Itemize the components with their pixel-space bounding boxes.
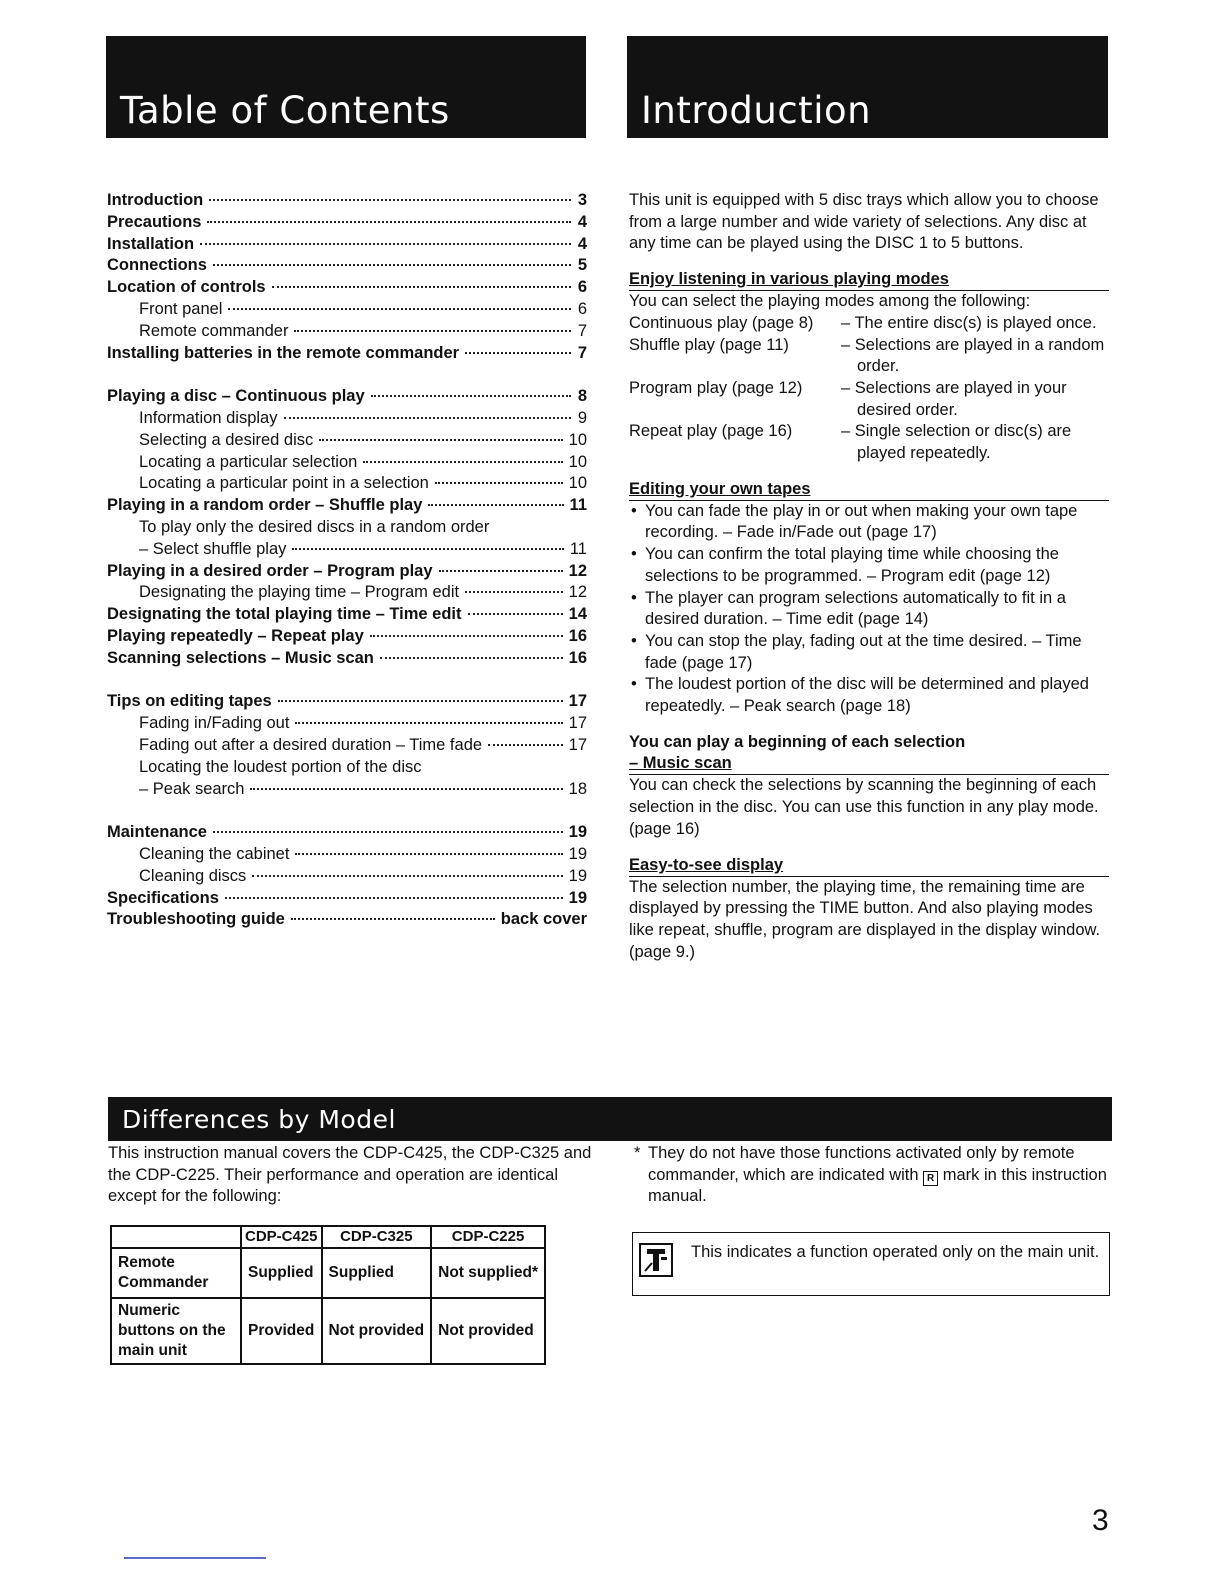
toc-entry-label: Playing a disc – Continuous play xyxy=(107,387,365,406)
toc-leader-dots xyxy=(380,657,563,659)
toc-leader-dots xyxy=(488,744,563,746)
toc-entry-page: 10 xyxy=(568,452,587,471)
toc-entry xyxy=(107,604,587,626)
toc-entry-label: Remote commander xyxy=(139,321,289,340)
toc-entry-label: Specifications xyxy=(107,888,219,907)
scan-text: You can check the selections by scanning the beginning of each selection in the disc. You can use this function in any play mode. (page 16) xyxy=(629,776,1099,838)
list-item: • The loudest portion of the disc will be determined and played repeatedly. – Peak search (page 18) xyxy=(629,674,1109,717)
toc-entry-page: 19 xyxy=(568,866,587,885)
toc-entry-label: Precautions xyxy=(107,212,202,231)
mode-description: – The entire disc(s) is played once. xyxy=(841,313,1097,332)
scan-heading-line2: – Music scan xyxy=(629,753,1109,775)
toc-leader-dots xyxy=(363,461,562,463)
toc-entry-page: 12 xyxy=(568,583,587,602)
toc-leader-dots xyxy=(291,918,495,920)
toc-spacer xyxy=(107,670,587,692)
list-item: • The player can program selections automatically to fit in a desired duration. – Time edit (page 14) xyxy=(629,588,1109,631)
table-of-contents xyxy=(107,190,587,931)
toc-entry-label: Cleaning the cabinet xyxy=(139,844,290,863)
toc-leader-dots xyxy=(292,548,563,550)
toc-entry-page: 6 xyxy=(577,299,587,318)
table-header-cell: CDP-C225 xyxy=(431,1226,545,1248)
toc-entry-page: 16 xyxy=(568,626,587,645)
mode-description: – Selections are played in a random order. xyxy=(841,335,1105,376)
toc-leader-dots xyxy=(465,591,563,593)
toc-entry xyxy=(107,343,587,365)
display-section xyxy=(629,855,1109,964)
editing-heading: Editing your own tapes xyxy=(629,479,1109,501)
remote-footnote xyxy=(632,1143,1112,1208)
toc-entry xyxy=(107,539,587,561)
introduction-section xyxy=(629,190,1109,963)
enjoy-lead: You can select the playing modes among the following: xyxy=(629,292,1031,311)
toc-leader-dots xyxy=(295,853,562,855)
toc-entry-label: Fading out after a desired duration – Time fade xyxy=(139,735,483,754)
toc-entry-label: Scanning selections – Music scan xyxy=(107,648,374,667)
toc-entry xyxy=(107,561,587,583)
differences-title: Differences by Model xyxy=(122,1105,396,1134)
toc-entry xyxy=(107,517,587,539)
toc-leader-dots xyxy=(295,722,562,724)
toc-entry-page: 4 xyxy=(577,212,587,231)
toc-entry xyxy=(107,212,587,234)
toc-entry-page: 17 xyxy=(568,692,587,711)
toc-entry-label: Connections xyxy=(107,256,207,275)
toc-entry xyxy=(107,321,587,343)
toc-leader-dots xyxy=(284,417,572,419)
differences-lead: This instruction manual covers the CDP-C425, the CDP-C325 and the CDP-C225. Their performance and operation are identical except for the following: xyxy=(108,1144,592,1206)
toc-entry xyxy=(107,452,587,474)
toc-entry-label: Location of controls xyxy=(107,278,266,297)
mode-name: Continuous play (page 8) xyxy=(629,313,814,332)
mode-name: Repeat play (page 16) xyxy=(629,422,793,441)
toc-leader-dots xyxy=(228,308,571,310)
toc-entry-page: 19 xyxy=(568,888,587,907)
toc-entry-page: 18 xyxy=(568,779,587,798)
toc-entry-page: 6 xyxy=(577,278,587,297)
toc-entry-page: 19 xyxy=(568,823,587,842)
toc-leader-dots xyxy=(439,570,563,572)
table-header-row xyxy=(111,1226,545,1248)
toc-entry-label: To play only the desired discs in a random order xyxy=(139,517,490,536)
toc-entry xyxy=(107,779,587,801)
toc-entry-page: 11 xyxy=(569,496,587,515)
toc-entry-label: Installation xyxy=(107,234,195,253)
toc-entry-label: Tips on editing tapes xyxy=(107,692,272,711)
table-header-cell xyxy=(111,1226,241,1248)
main-unit-note-box xyxy=(632,1232,1110,1296)
toc-entry-label: Troubleshooting guide xyxy=(107,910,285,929)
toc-leader-dots xyxy=(252,875,562,877)
toc-entry-label: Introduction xyxy=(107,191,204,209)
toc-entry xyxy=(107,735,587,757)
toc-entry-label: Cleaning discs xyxy=(139,866,247,885)
toc-entry-label: – Peak search xyxy=(139,779,245,798)
toc-leader-dots xyxy=(435,482,563,484)
toc-leader-dots xyxy=(213,831,563,833)
list-item: • You can confirm the total playing time while choosing the selections to be programmed. – Program edit (page 12) xyxy=(629,544,1109,587)
toc-leader-dots xyxy=(278,700,563,702)
enjoy-heading: Enjoy listening in various playing modes xyxy=(629,269,1109,291)
list-item: • You can fade the play in or out when making your own tape recording. – Fade in/Fade out (page 17) xyxy=(629,501,1109,544)
remote-mark-icon: R xyxy=(923,1171,938,1186)
footnote-text-b: mark in this instruction manual. xyxy=(648,1165,1107,1206)
toc-entry-label: Designating the playing time – Program edit xyxy=(139,583,460,602)
toc-leader-dots xyxy=(370,635,563,637)
toc-entry-label: Maintenance xyxy=(107,823,207,842)
toc-leader-dots xyxy=(250,788,562,790)
model-comparison-table xyxy=(110,1225,546,1365)
toc-leader-dots xyxy=(213,264,571,266)
toc-entry-label: Front panel xyxy=(139,299,223,318)
table-cell: Supplied xyxy=(241,1248,322,1298)
toc-leader-dots xyxy=(371,395,571,397)
main-unit-icon xyxy=(639,1243,673,1277)
mode-name: Shuffle play (page 11) xyxy=(629,335,789,354)
intro-lead: This unit is equipped with 5 disc trays which allow you to choose from a large number and wide variety of selections. Any disc at any time can be played using the DISC 1 to 5 buttons. xyxy=(629,191,1099,253)
toc-entry-page: back cover xyxy=(500,910,587,929)
toc-entry-label: Installing batteries in the remote commander xyxy=(107,343,460,362)
list-item: • You can stop the play, fading out at the time desired. – Time fade (page 17) xyxy=(629,631,1109,674)
toc-entry-page: 9 xyxy=(577,408,587,427)
table-cell: Not provided xyxy=(322,1298,432,1364)
editing-section xyxy=(629,479,1109,718)
toc-entry xyxy=(107,822,587,844)
toc-leader-dots xyxy=(207,221,571,223)
toc-entry-page: 3 xyxy=(577,191,587,209)
table-cell: Remote Commander xyxy=(111,1248,241,1298)
toc-entry-page: 10 xyxy=(568,474,587,493)
toc-entry-page: 5 xyxy=(577,256,587,275)
table-cell: Supplied xyxy=(322,1248,432,1298)
table-header-cell: CDP-C325 xyxy=(322,1226,432,1248)
toc-entry xyxy=(107,582,587,604)
toc-leader-dots xyxy=(468,613,563,615)
toc-entry-label: Locating a particular selection xyxy=(139,452,358,471)
table-cell: Not supplied* xyxy=(431,1248,545,1298)
toc-entry-label: Playing in a desired order – Program play xyxy=(107,561,433,580)
toc-leader-dots xyxy=(209,199,571,201)
toc-entry xyxy=(107,888,587,910)
modes-list xyxy=(629,313,1109,465)
toc-entry-label: Fading in/Fading out xyxy=(139,714,290,733)
footnote-text-a: They do not have those functions activated only by remote commander, which are indicated with xyxy=(648,1144,1075,1184)
footer-rule xyxy=(124,1557,266,1559)
toc-entry-page: 14 xyxy=(568,605,587,624)
toc-entry xyxy=(107,190,587,212)
toc-spacer xyxy=(107,800,587,822)
toc-leader-dots xyxy=(319,439,562,441)
toc-entry xyxy=(107,234,587,256)
toc-leader-dots xyxy=(294,330,571,332)
toc-entry xyxy=(107,757,587,779)
toc-entry xyxy=(107,626,587,648)
table-row xyxy=(111,1298,545,1364)
table-cell: Provided xyxy=(241,1298,322,1364)
toc-entry xyxy=(107,648,587,670)
toc-entry-page: 7 xyxy=(577,321,587,340)
main-unit-note-text: This indicates a function operated only on the main unit. xyxy=(691,1243,1100,1261)
toc-title: Table of Contents xyxy=(120,89,450,132)
toc-leader-dots xyxy=(465,352,571,354)
display-text: The selection number, the playing time, the remaining time are displayed by pressing the TIME button. And also playing modes like repeat, shuffle, program are displayed in the display window. (page 9.) xyxy=(629,877,1101,961)
toc-entry xyxy=(107,713,587,735)
toc-entry-page: 10 xyxy=(568,430,587,449)
toc-entry xyxy=(107,277,587,299)
table-cell: Not provided xyxy=(431,1298,545,1364)
toc-entry-page: 11 xyxy=(569,539,587,558)
table-row xyxy=(111,1248,545,1298)
toc-leader-dots xyxy=(200,243,571,245)
scan-heading-line1: You can play a beginning of each selection xyxy=(629,732,966,751)
toc-entry xyxy=(107,844,587,866)
toc-entry xyxy=(107,386,587,408)
toc-entry-page: 17 xyxy=(568,714,587,733)
toc-entry xyxy=(107,909,587,931)
toc-entry-label: Information display xyxy=(139,408,278,427)
toc-entry xyxy=(107,473,587,495)
display-heading: Easy-to-see display xyxy=(629,855,1109,877)
toc-entry xyxy=(107,430,587,452)
toc-entry-page: 16 xyxy=(568,648,587,667)
intro-banner xyxy=(627,36,1108,138)
differences-note xyxy=(632,1143,1112,1208)
scan-section xyxy=(629,732,1109,841)
mode-description: – Selections are played in your desired order. xyxy=(841,378,1067,419)
intro-title: Introduction xyxy=(641,89,872,132)
toc-entry-page: 4 xyxy=(577,234,587,253)
toc-entry-label: – Select shuffle play xyxy=(139,539,287,558)
toc-spacer xyxy=(107,364,587,386)
toc-entry xyxy=(107,299,587,321)
toc-entry-label: Selecting a desired disc xyxy=(139,430,314,449)
toc-entry xyxy=(107,408,587,430)
toc-leader-dots xyxy=(272,286,571,288)
toc-entry-label: Playing repeatedly – Repeat play xyxy=(107,626,364,645)
toc-entry-page: 19 xyxy=(568,844,587,863)
toc-entry-label: Locating the loudest portion of the disc xyxy=(139,757,422,776)
toc-entry xyxy=(107,691,587,713)
table-cell: Numeric buttons on the main unit xyxy=(111,1298,241,1364)
toc-entry-page: 7 xyxy=(577,343,587,362)
table-header-cell: CDP-C425 xyxy=(241,1226,322,1248)
mode-description: – Single selection or disc(s) are played repeatedly. xyxy=(841,422,1072,463)
toc-entry-label: Designating the total playing time – Time edit xyxy=(107,605,462,624)
toc-entry-page: 8 xyxy=(577,387,587,406)
toc-entry xyxy=(107,255,587,277)
toc-entry xyxy=(107,495,587,517)
toc-entry-page: 17 xyxy=(568,735,587,754)
enjoy-section xyxy=(629,269,1109,465)
editing-list xyxy=(629,501,1109,718)
toc-entry-label: Locating a particular point in a selection xyxy=(139,474,429,493)
toc-leader-dots xyxy=(225,897,563,899)
page-number: 3 xyxy=(1092,1504,1109,1537)
toc-entry-page: 12 xyxy=(568,561,587,580)
differences-banner xyxy=(108,1097,1112,1141)
toc-banner xyxy=(106,36,586,138)
toc-leader-dots xyxy=(428,504,563,506)
toc-entry xyxy=(107,866,587,888)
toc-entry-label: Playing in a random order – Shuffle play xyxy=(107,496,423,515)
mode-name: Program play (page 12) xyxy=(629,378,803,397)
